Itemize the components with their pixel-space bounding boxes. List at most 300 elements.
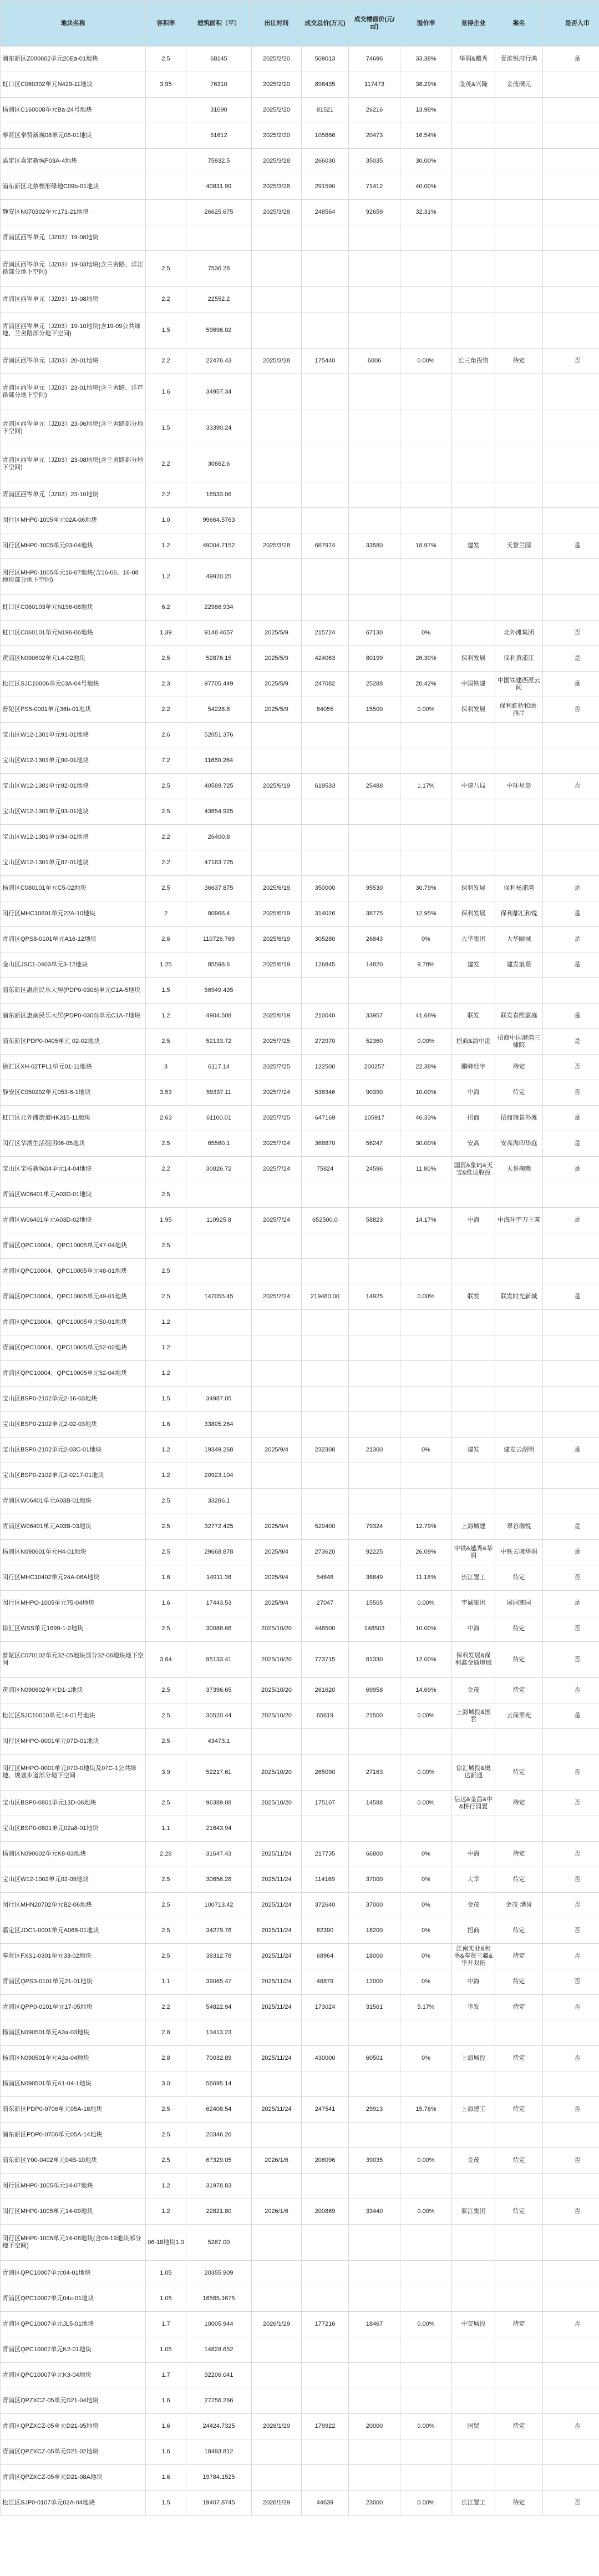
- cell-total-price: [302, 2123, 349, 2148]
- cell-total-price: 896435: [302, 72, 349, 98]
- cell-floor-price: [349, 508, 400, 533]
- cell-premium-rate: 0.00%: [400, 1703, 452, 1729]
- table-row: [1, 1969, 599, 1995]
- cell-building-area: 62408.54: [186, 2097, 252, 2123]
- cell-land-name: 青浦区QPC10004、QPC10005单元52-04地块: [1, 1361, 146, 1387]
- cell-plot-ratio: 2.2: [146, 850, 186, 876]
- cell-plot-ratio: 3.9: [146, 1755, 186, 1791]
- cell-premium-rate: [400, 1489, 452, 1514]
- cell-on-market: [543, 2363, 599, 2388]
- cell-land-name: 宝山区W12-1301单元92-01地块: [1, 774, 146, 799]
- cell-sale-date: 2025/11/24: [252, 1995, 302, 2020]
- cell-premium-rate: [400, 1729, 452, 1755]
- cell-premium-rate: 0%: [400, 621, 452, 646]
- cell-premium-rate: 12.00%: [400, 1642, 452, 1678]
- cell-plot-ratio: 2.5: [146, 1729, 186, 1755]
- cell-on-market: 否: [543, 621, 599, 646]
- cell-floor-price: [349, 2123, 400, 2148]
- cell-floor-price: 92659: [349, 200, 400, 225]
- cell-sale-date: 2025/5/9: [252, 672, 302, 697]
- table-row: [1, 1489, 599, 1514]
- cell-winner: 华润&越秀: [452, 47, 495, 72]
- cell-floor-price: [349, 2020, 400, 2046]
- cell-on-market: [543, 312, 599, 349]
- cell-plot-ratio: 2.5: [146, 774, 186, 799]
- cell-plot-ratio: 2.28: [146, 1842, 186, 1867]
- cell-building-area: 19784.1525: [186, 2465, 252, 2491]
- cell-sale-date: [252, 225, 302, 251]
- cell-plot-ratio: 2.5: [146, 1233, 186, 1259]
- cell-total-price: 647169: [302, 1106, 349, 1131]
- cell-floor-price: [349, 312, 400, 349]
- cell-project-name: 待定: [495, 1616, 543, 1642]
- cell-land-name: 宝山区BSP0-2102单元2-03C-01地块: [1, 1438, 146, 1463]
- cell-sale-date: [252, 1310, 302, 1335]
- table-row: [1, 149, 599, 174]
- cell-total-price: 265090: [302, 1755, 349, 1791]
- cell-project-name: [495, 2123, 543, 2148]
- cell-project-name: [495, 559, 543, 595]
- cell-project-name: [495, 2174, 543, 2199]
- cell-project-name: [495, 2337, 543, 2363]
- cell-sale-date: 2025/6/19: [252, 774, 302, 799]
- cell-building-area: 100713.42: [186, 1893, 252, 1918]
- cell-plot-ratio: 2.2: [146, 1995, 186, 2020]
- cell-sale-date: [252, 1387, 302, 1412]
- cell-project-name: 保利杨浦湾: [495, 876, 543, 901]
- cell-winner: [452, 1310, 495, 1335]
- cell-project-name: 中海环宇刀主案: [495, 1208, 543, 1233]
- cell-floor-price: 25288: [349, 672, 400, 697]
- table-row: [1, 927, 599, 952]
- table-row: [1, 1729, 599, 1755]
- cell-total-price: 81521: [302, 98, 349, 123]
- cell-project-name: [495, 748, 543, 774]
- cell-premium-rate: [400, 410, 452, 446]
- cell-building-area: 31090: [186, 98, 252, 123]
- cell-floor-price: [349, 1310, 400, 1335]
- cell-winner: 宇诚集团: [452, 1591, 495, 1616]
- cell-sale-date: [252, 2020, 302, 2046]
- cell-project-name: [495, 2020, 543, 2046]
- table-row: [1, 1918, 599, 1944]
- cell-land-name: 闵行区MHP0-1005单元16-07地块(含16-06、16-08地块部分地下空间): [1, 559, 146, 595]
- cell-plot-ratio: 2.5: [146, 2097, 186, 2123]
- cell-winner: 国贸&象屿&天宝&维达股投: [452, 1157, 495, 1182]
- cell-building-area: 76310: [186, 72, 252, 98]
- cell-project-name: 待定: [495, 1678, 543, 1703]
- cell-on-market: 否: [543, 2491, 599, 2516]
- cell-floor-price: [349, 225, 400, 251]
- cell-building-area: [186, 1335, 252, 1361]
- cell-premium-rate: [400, 2439, 452, 2465]
- table-row: [1, 2199, 599, 2225]
- cell-building-area: 20355.909: [186, 2261, 252, 2286]
- cell-building-area: [186, 225, 252, 251]
- cell-plot-ratio: 3.95: [146, 72, 186, 98]
- table-row: [1, 123, 599, 149]
- cell-building-area: 97705.449: [186, 672, 252, 697]
- cell-land-name: 金山区JSC1-0403单元3-12地块: [1, 952, 146, 978]
- cell-winner: 建发: [452, 952, 495, 978]
- cell-sale-date: 2026/1/29: [252, 2414, 302, 2439]
- cell-sale-date: 2025/11/24: [252, 1918, 302, 1944]
- cell-building-area: 13413.23: [186, 2020, 252, 2046]
- cell-floor-price: [349, 825, 400, 850]
- cell-project-name: [495, 1489, 543, 1514]
- cell-total-price: 126845: [302, 952, 349, 978]
- cell-total-price: 206096: [302, 2148, 349, 2174]
- cell-floor-price: 20000: [349, 2414, 400, 2439]
- cell-premium-rate: 26.09%: [400, 1540, 452, 1565]
- cell-project-name: 待定: [495, 1969, 543, 1995]
- cell-land-name: 徐汇区XH-02TPL1单元01-11地块: [1, 1055, 146, 1080]
- table-row: [1, 1703, 599, 1729]
- cell-total-price: [302, 1412, 349, 1438]
- cell-project-name: [495, 482, 543, 508]
- cell-on-market: [543, 559, 599, 595]
- cell-land-name: 浦东新区PDP0-0706单元05A-18地块: [1, 2097, 146, 2123]
- cell-land-name: 徐汇区WSS单元1699-1-2地块: [1, 1616, 146, 1642]
- cell-on-market: [543, 200, 599, 225]
- cell-floor-price: 67130: [349, 621, 400, 646]
- cell-on-market: 否: [543, 1755, 599, 1791]
- cell-premium-rate: 0.00%: [400, 1284, 452, 1310]
- table-row: [1, 1842, 599, 1867]
- cell-on-market: [543, 2286, 599, 2312]
- cell-floor-price: [349, 1463, 400, 1489]
- cell-winner: [452, 1387, 495, 1412]
- header-winner: 竞得企业: [452, 1, 495, 47]
- cell-premium-rate: 0.00%: [400, 349, 452, 374]
- cell-floor-price: 26216: [349, 98, 400, 123]
- cell-project-name: [495, 723, 543, 748]
- cell-on-market: 是: [543, 1514, 599, 1540]
- cell-floor-price: [349, 1335, 400, 1361]
- table-row: [1, 774, 599, 799]
- cell-building-area: 24424.7325: [186, 2414, 252, 2439]
- cell-floor-price: 105917: [349, 1106, 400, 1131]
- cell-total-price: 54648: [302, 1565, 349, 1591]
- cell-total-price: 773715: [302, 1642, 349, 1678]
- cell-on-market: 是: [543, 1004, 599, 1029]
- cell-plot-ratio: 1.05: [146, 2261, 186, 2286]
- cell-plot-ratio: 1.6: [146, 2465, 186, 2491]
- table-row: [1, 349, 599, 374]
- cell-project-name: [495, 251, 543, 287]
- cell-winner: [452, 799, 495, 825]
- cell-project-name: [495, 2225, 543, 2261]
- cell-building-area: 19407.8745: [186, 2491, 252, 2516]
- table-row: [1, 1591, 599, 1616]
- cell-plot-ratio: 2.2: [146, 1157, 186, 1182]
- cell-plot-ratio: 1.6: [146, 1591, 186, 1616]
- cell-on-market: 是: [543, 1157, 599, 1182]
- cell-land-name: 松江区SJP0-0107单元02A-04地块: [1, 2491, 146, 2516]
- cell-floor-price: [349, 2261, 400, 2286]
- cell-building-area: [186, 1182, 252, 1208]
- cell-plot-ratio: [146, 149, 186, 174]
- cell-total-price: 114169: [302, 1867, 349, 1893]
- cell-total-price: 424063: [302, 646, 349, 672]
- cell-building-area: 26625.675: [186, 200, 252, 225]
- cell-land-name: 杨浦区N090501单元A1-04-1地块: [1, 2071, 146, 2097]
- cell-building-area: 80966.4: [186, 901, 252, 927]
- cell-winner: [452, 225, 495, 251]
- cell-building-area: 30656.28: [186, 1867, 252, 1893]
- cell-on-market: 是: [543, 901, 599, 927]
- cell-winner: 中国铁建: [452, 672, 495, 697]
- cell-on-market: [543, 1259, 599, 1284]
- cell-winner: 联发: [452, 1004, 495, 1029]
- cell-sale-date: [252, 2465, 302, 2491]
- cell-total-price: 217735: [302, 1842, 349, 1867]
- cell-plot-ratio: 1.7: [146, 2363, 186, 2388]
- cell-project-name: [495, 595, 543, 621]
- table-row: [1, 1412, 599, 1438]
- cell-building-area: 51612: [186, 123, 252, 149]
- cell-land-name: 宝山区W12-1301单元87-01地块: [1, 850, 146, 876]
- header-total-price: 成交总价(万元): [302, 1, 349, 47]
- cell-project-name: 建发琅璟: [495, 952, 543, 978]
- table-row: [1, 533, 599, 559]
- cell-plot-ratio: 2.3: [146, 672, 186, 697]
- cell-land-name: 浦东新区PDP0-0405单元 02-02地块: [1, 1029, 146, 1055]
- cell-winner: [452, 374, 495, 410]
- cell-plot-ratio: 2.2: [146, 697, 186, 723]
- cell-on-market: 是: [543, 1703, 599, 1729]
- cell-sale-date: 2025/2/20: [252, 98, 302, 123]
- cell-winner: [452, 1489, 495, 1514]
- cell-project-name: 待定: [495, 2046, 543, 2071]
- cell-land-name: 杨浦区C160008单元Ba-24号地块: [1, 98, 146, 123]
- cell-total-price: [302, 748, 349, 774]
- cell-project-name: 待定: [495, 1944, 543, 1969]
- cell-on-market: [543, 2071, 599, 2097]
- cell-building-area: 68145: [186, 47, 252, 72]
- cell-premium-rate: 46.33%: [400, 1106, 452, 1131]
- cell-premium-rate: [400, 799, 452, 825]
- cell-premium-rate: [400, 1310, 452, 1335]
- cell-sale-date: 2025/11/24: [252, 1842, 302, 1867]
- cell-winner: 信达&金昌&中&桥行园置: [452, 1791, 495, 1816]
- header-on-market: 是否入市: [543, 1, 599, 47]
- cell-project-name: 金茂璞元: [495, 72, 543, 98]
- cell-winner: 华发: [452, 1995, 495, 2020]
- cell-total-price: 210040: [302, 1004, 349, 1029]
- cell-building-area: [186, 1259, 252, 1284]
- table-row: [1, 1335, 599, 1361]
- cell-floor-price: 31561: [349, 1995, 400, 2020]
- cell-project-name: 待定: [495, 1867, 543, 1893]
- cell-premium-rate: [400, 1233, 452, 1259]
- cell-total-price: 75824: [302, 1157, 349, 1182]
- cell-floor-price: 200257: [349, 1055, 400, 1080]
- cell-floor-price: 37000: [349, 1893, 400, 1918]
- cell-winner: 长三角投资: [452, 349, 495, 374]
- cell-winner: [452, 287, 495, 312]
- cell-floor-price: [349, 1361, 400, 1387]
- cell-project-name: 保利虹桥和颂·西岸: [495, 697, 543, 723]
- cell-premium-rate: 32.31%: [400, 200, 452, 225]
- table-row: [1, 559, 599, 595]
- cell-premium-rate: [400, 312, 452, 349]
- cell-land-name: 青浦区西岑单元（JZ03）23-08地块(含兰舍路部分地下空间): [1, 446, 146, 482]
- cell-building-area: 22476.43: [186, 349, 252, 374]
- cell-sale-date: 2025/7/25: [252, 1029, 302, 1055]
- cell-winner: [452, 1816, 495, 1842]
- cell-land-name: 青浦区QPC10004、QPC10005单元49-01地块: [1, 1284, 146, 1310]
- cell-total-price: [302, 225, 349, 251]
- cell-on-market: [543, 123, 599, 149]
- cell-floor-price: [349, 748, 400, 774]
- cell-project-name: [495, 1259, 543, 1284]
- cell-sale-date: [252, 825, 302, 850]
- table-row: [1, 1514, 599, 1540]
- cell-building-area: 49004.7152: [186, 533, 252, 559]
- cell-building-area: 40589.725: [186, 774, 252, 799]
- table-row: [1, 2225, 599, 2261]
- cell-total-price: [302, 2388, 349, 2414]
- cell-land-name: 闵行区MHC10402单元24A-06A地块: [1, 1565, 146, 1591]
- cell-land-name: 宝山区BSP0-2102单元2-02-03地块: [1, 1412, 146, 1438]
- cell-floor-price: 21500: [349, 1703, 400, 1729]
- cell-building-area: 26400.8: [186, 825, 252, 850]
- cell-winner: 招商: [452, 1918, 495, 1944]
- cell-winner: [452, 2071, 495, 2097]
- cell-on-market: [543, 1412, 599, 1438]
- cell-plot-ratio: 1.6: [146, 1565, 186, 1591]
- cell-floor-price: [349, 2439, 400, 2465]
- cell-sale-date: 2025/7/24: [252, 1208, 302, 1233]
- cell-premium-rate: 13.98%: [400, 98, 452, 123]
- cell-premium-rate: [400, 978, 452, 1004]
- cell-building-area: 85598.6: [186, 952, 252, 978]
- cell-project-name: [495, 508, 543, 533]
- cell-sale-date: [252, 446, 302, 482]
- cell-on-market: 否: [543, 1791, 599, 1816]
- cell-on-market: 否: [543, 774, 599, 799]
- cell-plot-ratio: 2.5: [146, 1918, 186, 1944]
- table-row: [1, 621, 599, 646]
- cell-sale-date: [252, 1463, 302, 1489]
- cell-on-market: 否: [543, 1893, 599, 1918]
- cell-winner: [452, 2225, 495, 2261]
- cell-plot-ratio: 1.6: [146, 2439, 186, 2465]
- cell-winner: 上海城投&国君: [452, 1703, 495, 1729]
- cell-project-name: [495, 1816, 543, 1842]
- cell-total-price: 667974: [302, 533, 349, 559]
- cell-sale-date: 2025/11/24: [252, 1944, 302, 1969]
- cell-land-name: 闵行区MHC10601单元22A-10地块: [1, 901, 146, 927]
- cell-plot-ratio: 2.63: [146, 1106, 186, 1131]
- cell-total-price: 446500: [302, 1616, 349, 1642]
- cell-plot-ratio: 2.2: [146, 287, 186, 312]
- cell-building-area: 31978.83: [186, 2174, 252, 2199]
- cell-plot-ratio: 1.2: [146, 1335, 186, 1361]
- cell-land-name: 静安区C050202单元053-6-1地块: [1, 1080, 146, 1106]
- cell-project-name: [495, 1182, 543, 1208]
- cell-plot-ratio: [146, 123, 186, 149]
- cell-sale-date: [252, 1729, 302, 1755]
- cell-project-name: 待定: [495, 1080, 543, 1106]
- cell-sale-date: 2025/2/20: [252, 123, 302, 149]
- cell-winner: 保利发展: [452, 876, 495, 901]
- cell-on-market: [543, 2123, 599, 2148]
- cell-plot-ratio: 2.5: [146, 1259, 186, 1284]
- cell-sale-date: [252, 2388, 302, 2414]
- cell-plot-ratio: 3.0: [146, 2071, 186, 2097]
- cell-sale-date: 2025/2/20: [252, 47, 302, 72]
- cell-floor-price: 71412: [349, 174, 400, 200]
- cell-on-market: [543, 2337, 599, 2363]
- cell-plot-ratio: 1.2: [146, 1463, 186, 1489]
- table-row: [1, 2337, 599, 2363]
- cell-floor-price: [349, 2363, 400, 2388]
- cell-winner: [452, 410, 495, 446]
- cell-winner: [452, 748, 495, 774]
- cell-project-name: [495, 1361, 543, 1387]
- header-project-name: 案名: [495, 1, 543, 47]
- cell-total-price: 273620: [302, 1540, 349, 1565]
- table-row: [1, 2363, 599, 2388]
- cell-premium-rate: 22.38%: [400, 1055, 452, 1080]
- cell-project-name: 联发春熙雲庭: [495, 1004, 543, 1029]
- cell-building-area: 30862.6: [186, 446, 252, 482]
- cell-land-name: 静安区N070302单元171-21地块: [1, 200, 146, 225]
- cell-floor-price: [349, 1816, 400, 1842]
- cell-building-area: 32772.425: [186, 1514, 252, 1540]
- cell-project-name: [495, 200, 543, 225]
- table-row: [1, 446, 599, 482]
- cell-winner: 中海: [452, 1969, 495, 1995]
- cell-sale-date: 2025/3/28: [252, 149, 302, 174]
- cell-premium-rate: 15.76%: [400, 2097, 452, 2123]
- cell-premium-rate: [400, 251, 452, 287]
- cell-land-name: 青浦区W06401单元A03B-03地块: [1, 1514, 146, 1540]
- cell-project-name: 待定: [495, 2414, 543, 2439]
- cell-premium-rate: [400, 1259, 452, 1284]
- cell-total-price: [302, 287, 349, 312]
- cell-land-name: 宝山区W12-1301单元94-01地块: [1, 825, 146, 850]
- cell-total-price: 177216: [302, 2312, 349, 2337]
- cell-building-area: 59696.02: [186, 312, 252, 349]
- cell-winner: 金茂&兴隆: [452, 72, 495, 98]
- cell-on-market: [543, 1463, 599, 1489]
- cell-sale-date: [252, 410, 302, 446]
- cell-floor-price: 39035: [349, 2148, 400, 2174]
- cell-premium-rate: 16.54%: [400, 123, 452, 149]
- cell-project-name: [495, 1335, 543, 1361]
- cell-total-price: [302, 559, 349, 595]
- cell-floor-price: 117473: [349, 72, 400, 98]
- cell-floor-price: 33580: [349, 533, 400, 559]
- cell-premium-rate: [400, 374, 452, 410]
- cell-plot-ratio: 1.2: [146, 1438, 186, 1463]
- table-row: [1, 646, 599, 672]
- cell-land-name: 青浦区QPC10004、QPC10005单元52-02地块: [1, 1335, 146, 1361]
- cell-plot-ratio: 1.2: [146, 2199, 186, 2225]
- cell-land-name: 松江区SJC10006单元03A-04号地块: [1, 672, 146, 697]
- cell-sale-date: 2025/7/24: [252, 1157, 302, 1182]
- table-row: [1, 2491, 599, 2516]
- cell-on-market: 否: [543, 1918, 599, 1944]
- cell-building-area: 33805.264: [186, 1412, 252, 1438]
- cell-project-name: [495, 1463, 543, 1489]
- cell-sale-date: 2026/1/6: [252, 2148, 302, 2174]
- cell-floor-price: [349, 287, 400, 312]
- cell-premium-rate: 0%: [400, 1944, 452, 1969]
